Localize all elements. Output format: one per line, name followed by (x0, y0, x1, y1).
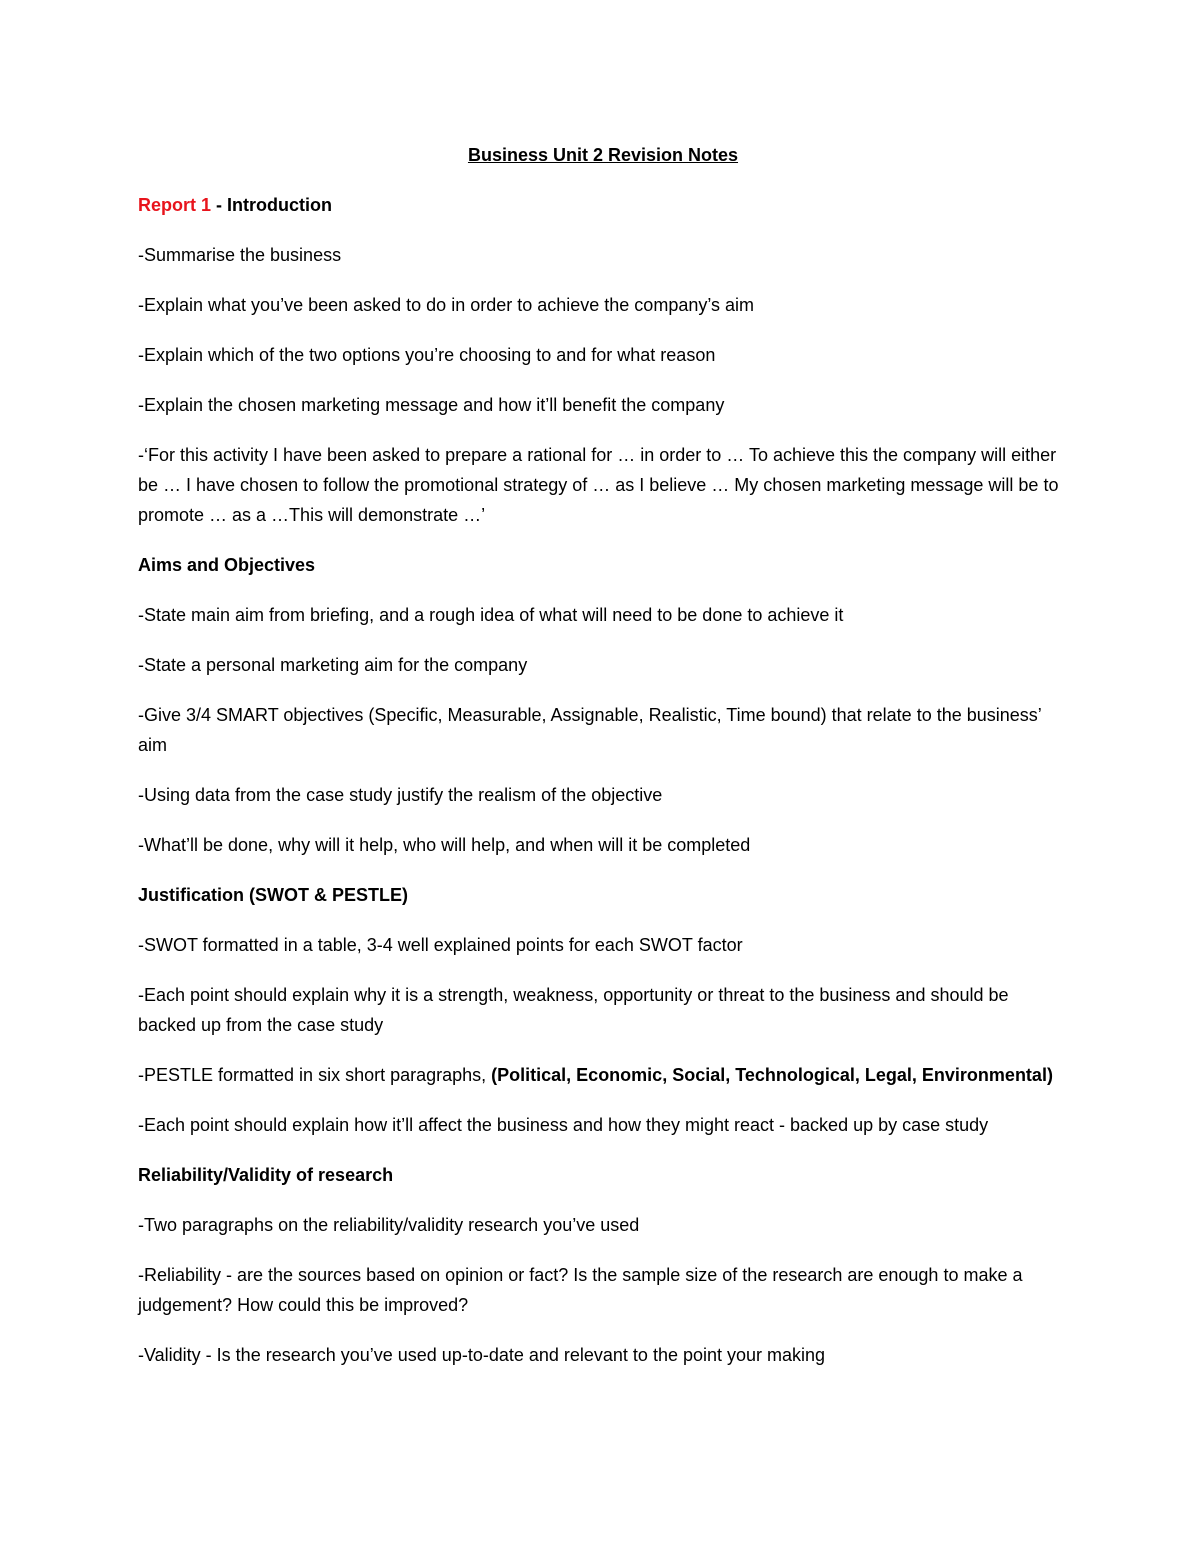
report-label: Report 1 (138, 195, 212, 215)
heading-separator: - (211, 195, 228, 215)
section-heading-report1 (138, 190, 1068, 220)
list-item: -Each point should explain how it’ll affect the business and how they might react - backed up by case study (138, 1115, 989, 1135)
introduction-heading: Introduction (227, 195, 332, 215)
list-item: -Summarise the business (138, 245, 342, 265)
list-item: -‘For this activity I have been asked to prepare a rational for … in order to … To achieve this the company will either be … I have chosen to follow the promotional strategy of … as I believe … My chosen marketing message will be to promote … as a …This will demonstrate …’ (138, 445, 1059, 525)
list-item: -State a personal marketing aim for the company (138, 655, 528, 675)
section-heading-aims: Aims and Objectives (138, 555, 316, 575)
list-item: -Explain what you’ve been asked to do in order to achieve the company’s aim (138, 295, 755, 315)
list-item: -Give 3/4 SMART objectives (Specific, Measurable, Assignable, Realistic, Time bound) that relate to the business’ aim (138, 705, 1042, 755)
list-item: -SWOT formatted in a table, 3-4 well explained points for each SWOT factor (138, 935, 743, 955)
list-item: -Using data from the case study justify the realism of the objective (138, 785, 663, 805)
list-item: -Two paragraphs on the reliability/validity research you’ve used (138, 1215, 640, 1235)
document-page (138, 140, 1068, 1390)
list-item: -Explain the chosen marketing message and how it’ll benefit the company (138, 395, 725, 415)
pestle-factors: (Political, Economic, Social, Technological, Legal, Environmental) (491, 1065, 1053, 1085)
list-item: -Each point should explain why it is a strength, weakness, opportunity or threat to the business and should be backed up from the case study (138, 985, 1009, 1035)
list-item: -Explain which of the two options you’re choosing to and for what reason (138, 345, 716, 365)
list-item: -Validity - Is the research you’ve used up-to-date and relevant to the point your making (138, 1345, 826, 1365)
document-title: Business Unit 2 Revision Notes (467, 145, 739, 165)
section-heading-justification: Justification (SWOT & PESTLE) (138, 885, 409, 905)
list-item: -What’ll be done, why will it help, who will help, and when will it be completed (138, 835, 751, 855)
list-item: -State main aim from briefing, and a rough idea of what will need to be done to achieve it (138, 605, 844, 625)
list-item: -Reliability - are the sources based on opinion or fact? Is the sample size of the research are enough to make a judgement? How could this be improved? (138, 1265, 1023, 1315)
section-heading-reliability: Reliability/Validity of research (138, 1165, 394, 1185)
pestle-prefix: -PESTLE formatted in six short paragraphs, (138, 1065, 492, 1085)
pestle-item (138, 1060, 1068, 1090)
